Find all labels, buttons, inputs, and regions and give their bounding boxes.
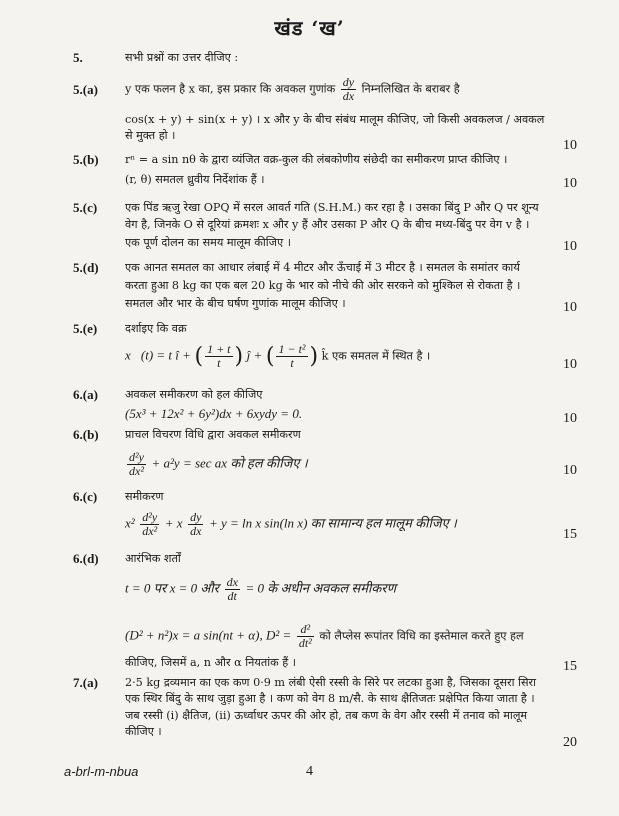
- question-number: 6.(b): [73, 427, 99, 442]
- question-text: 2·5 kg द्रव्यमान का एक कण 0·9 m लंबी ऐसी रस्सी के सिरे पर लटका हुआ है, जिसका दूसरा सिरा: [125, 676, 537, 689]
- page-number: 4: [306, 764, 313, 779]
- question-number: 5.(c): [73, 200, 98, 215]
- question-text: वेग है, जिनके O से दूरियां क्रमशः x और y हैं और उसका P और Q के बीच मध्य-बिंदु पर वेग v है ।: [125, 218, 530, 231]
- question-number: 6.(a): [73, 387, 98, 402]
- question-text: अवकल समीकरण को हल कीजिए: [125, 388, 263, 401]
- equation: (5x³ + 12x² + 6y²)dx + 6xydy = 0.: [125, 406, 303, 421]
- question-text: कीजिए ।: [125, 725, 162, 738]
- question-number: 5.(b): [73, 152, 99, 167]
- initial-conditions: t = 0 पर x = 0 और $\frac{dx}{dt}$ = 0 के अधीन अवकल समीकरण: [125, 575, 397, 603]
- question-text: करता हुआ 8 kg का एक बल 20 kg के भार को नीचे की ओर सरकने को मुश्किल से रोकता है ।: [125, 279, 521, 292]
- question-text: (r, θ) समतल ध्रुवीय निर्देशांक हैं ।: [125, 173, 265, 186]
- question-text: एक पूर्ण दोलन का समय मालूम कीजिए ।: [125, 236, 291, 249]
- question-text: y एक फलन है x का, इस प्रकार कि अवकल गुणांक: [125, 82, 336, 96]
- question-number: 5.(a): [73, 82, 98, 97]
- vector-curve-equation: x⃗(t) = t î + ( $\frac{1 + t}{t}$ ) ĵ + ( $\frac{\text{1 − t²}}{t}$ ) k̂ एक समतल में स्थित है ।: [125, 342, 431, 370]
- question-text: कीजिए, जिसमें a, n और α नियतांक हैं ।: [125, 656, 296, 669]
- question-text: जब रस्सी (i) क्षैतिज, (ii) ऊर्ध्वाधर ऊपर की ओर हो, तब कण के वेग और रस्सी में तनाव को मालूम: [125, 709, 528, 722]
- laplace-equation: (D² + n²)x = a sin(nt + α), D² = $\frac{\text{d²}}{\text{dt²}}$ को लैप्लेस रूपांतर विधि का इस्तेमाल करते हुए हल: [125, 622, 524, 650]
- question-number: 5.(e): [73, 321, 98, 336]
- question-number: 5.(d): [73, 260, 99, 275]
- question-number: 6.(d): [73, 551, 99, 566]
- question-text: एक पिंड ऋजु रेखा OPQ में सरल आवर्त गति (S.H.M.) कर रहा है । उसका बिंदु P और Q पर शून्य: [125, 201, 539, 214]
- question-text: दर्शाइए कि वक्र: [125, 322, 187, 335]
- question-text: निम्नलिखित के बराबर है: [361, 82, 460, 96]
- marks: 10: [563, 463, 577, 478]
- marks: 15: [563, 659, 577, 674]
- question-text: समीकरण: [125, 490, 164, 503]
- marks: 10: [563, 239, 577, 254]
- question-number: 7.(a): [73, 675, 98, 690]
- question-number: 6.(c): [73, 489, 98, 504]
- equation: x² $\frac{\text{d²y}}{\text{dx²}}$ + x $\frac{dy}{dx}$ + y = ln x sin(ln x) का सामान्य हल मालूम कीजिए ।: [125, 510, 457, 538]
- marks: 10: [563, 300, 577, 315]
- equation: $\frac{\text{d²y}}{\text{dx²}}$ + a²y = sec ax को हल कीजिए ।: [129, 450, 308, 478]
- question-text: सभी प्रश्नों का उत्तर दीजिए :: [125, 51, 239, 64]
- question-number: 5.: [73, 50, 83, 65]
- paper-code: a-brl-m-nbua: [64, 764, 139, 779]
- question-text: rⁿ = a sin nθ के द्वारा व्यंजित वक्र-कुल की लंबकोणीय संछेदी का समीकरण प्राप्त कीजिए ।: [125, 153, 508, 166]
- question-text: समतल और भार के बीच घर्षण गुणांक मालूम कीजिए ।: [125, 297, 346, 310]
- section-title: खंड ‘ख’: [274, 16, 345, 40]
- question-text: एक स्थिर बिंदु के साथ जुड़ा हुआ है । कण को वेग 8 m/सै. के साथ क्षैतिजतः प्रक्षेपित किया जाता है ।: [125, 692, 535, 705]
- marks: 15: [563, 527, 577, 542]
- marks: 10: [563, 176, 577, 191]
- question-text: एक आनत समतल का आधार लंबाई में 4 मीटर और ऊँचाई में 3 मीटर है । समतल के समांतर कार्य: [125, 261, 520, 274]
- question-text: से मुक्त हो ।: [125, 129, 176, 142]
- marks: 20: [563, 735, 577, 750]
- question-text: cos(x + y) + sin(x + y) । x और y के बीच संबंध मालूम कीजिए, जो किसी अवकलज / अवकल: [125, 113, 545, 126]
- marks: 10: [563, 138, 577, 153]
- question-text: आरंभिक शर्तों: [125, 552, 181, 565]
- marks: 10: [563, 411, 577, 426]
- fraction-dy-dx: $\frac{dy}{dx}$: [342, 75, 355, 103]
- question-text: प्राचल विचरण विधि द्वारा अवकल समीकरण: [125, 428, 301, 441]
- marks: 10: [563, 357, 577, 372]
